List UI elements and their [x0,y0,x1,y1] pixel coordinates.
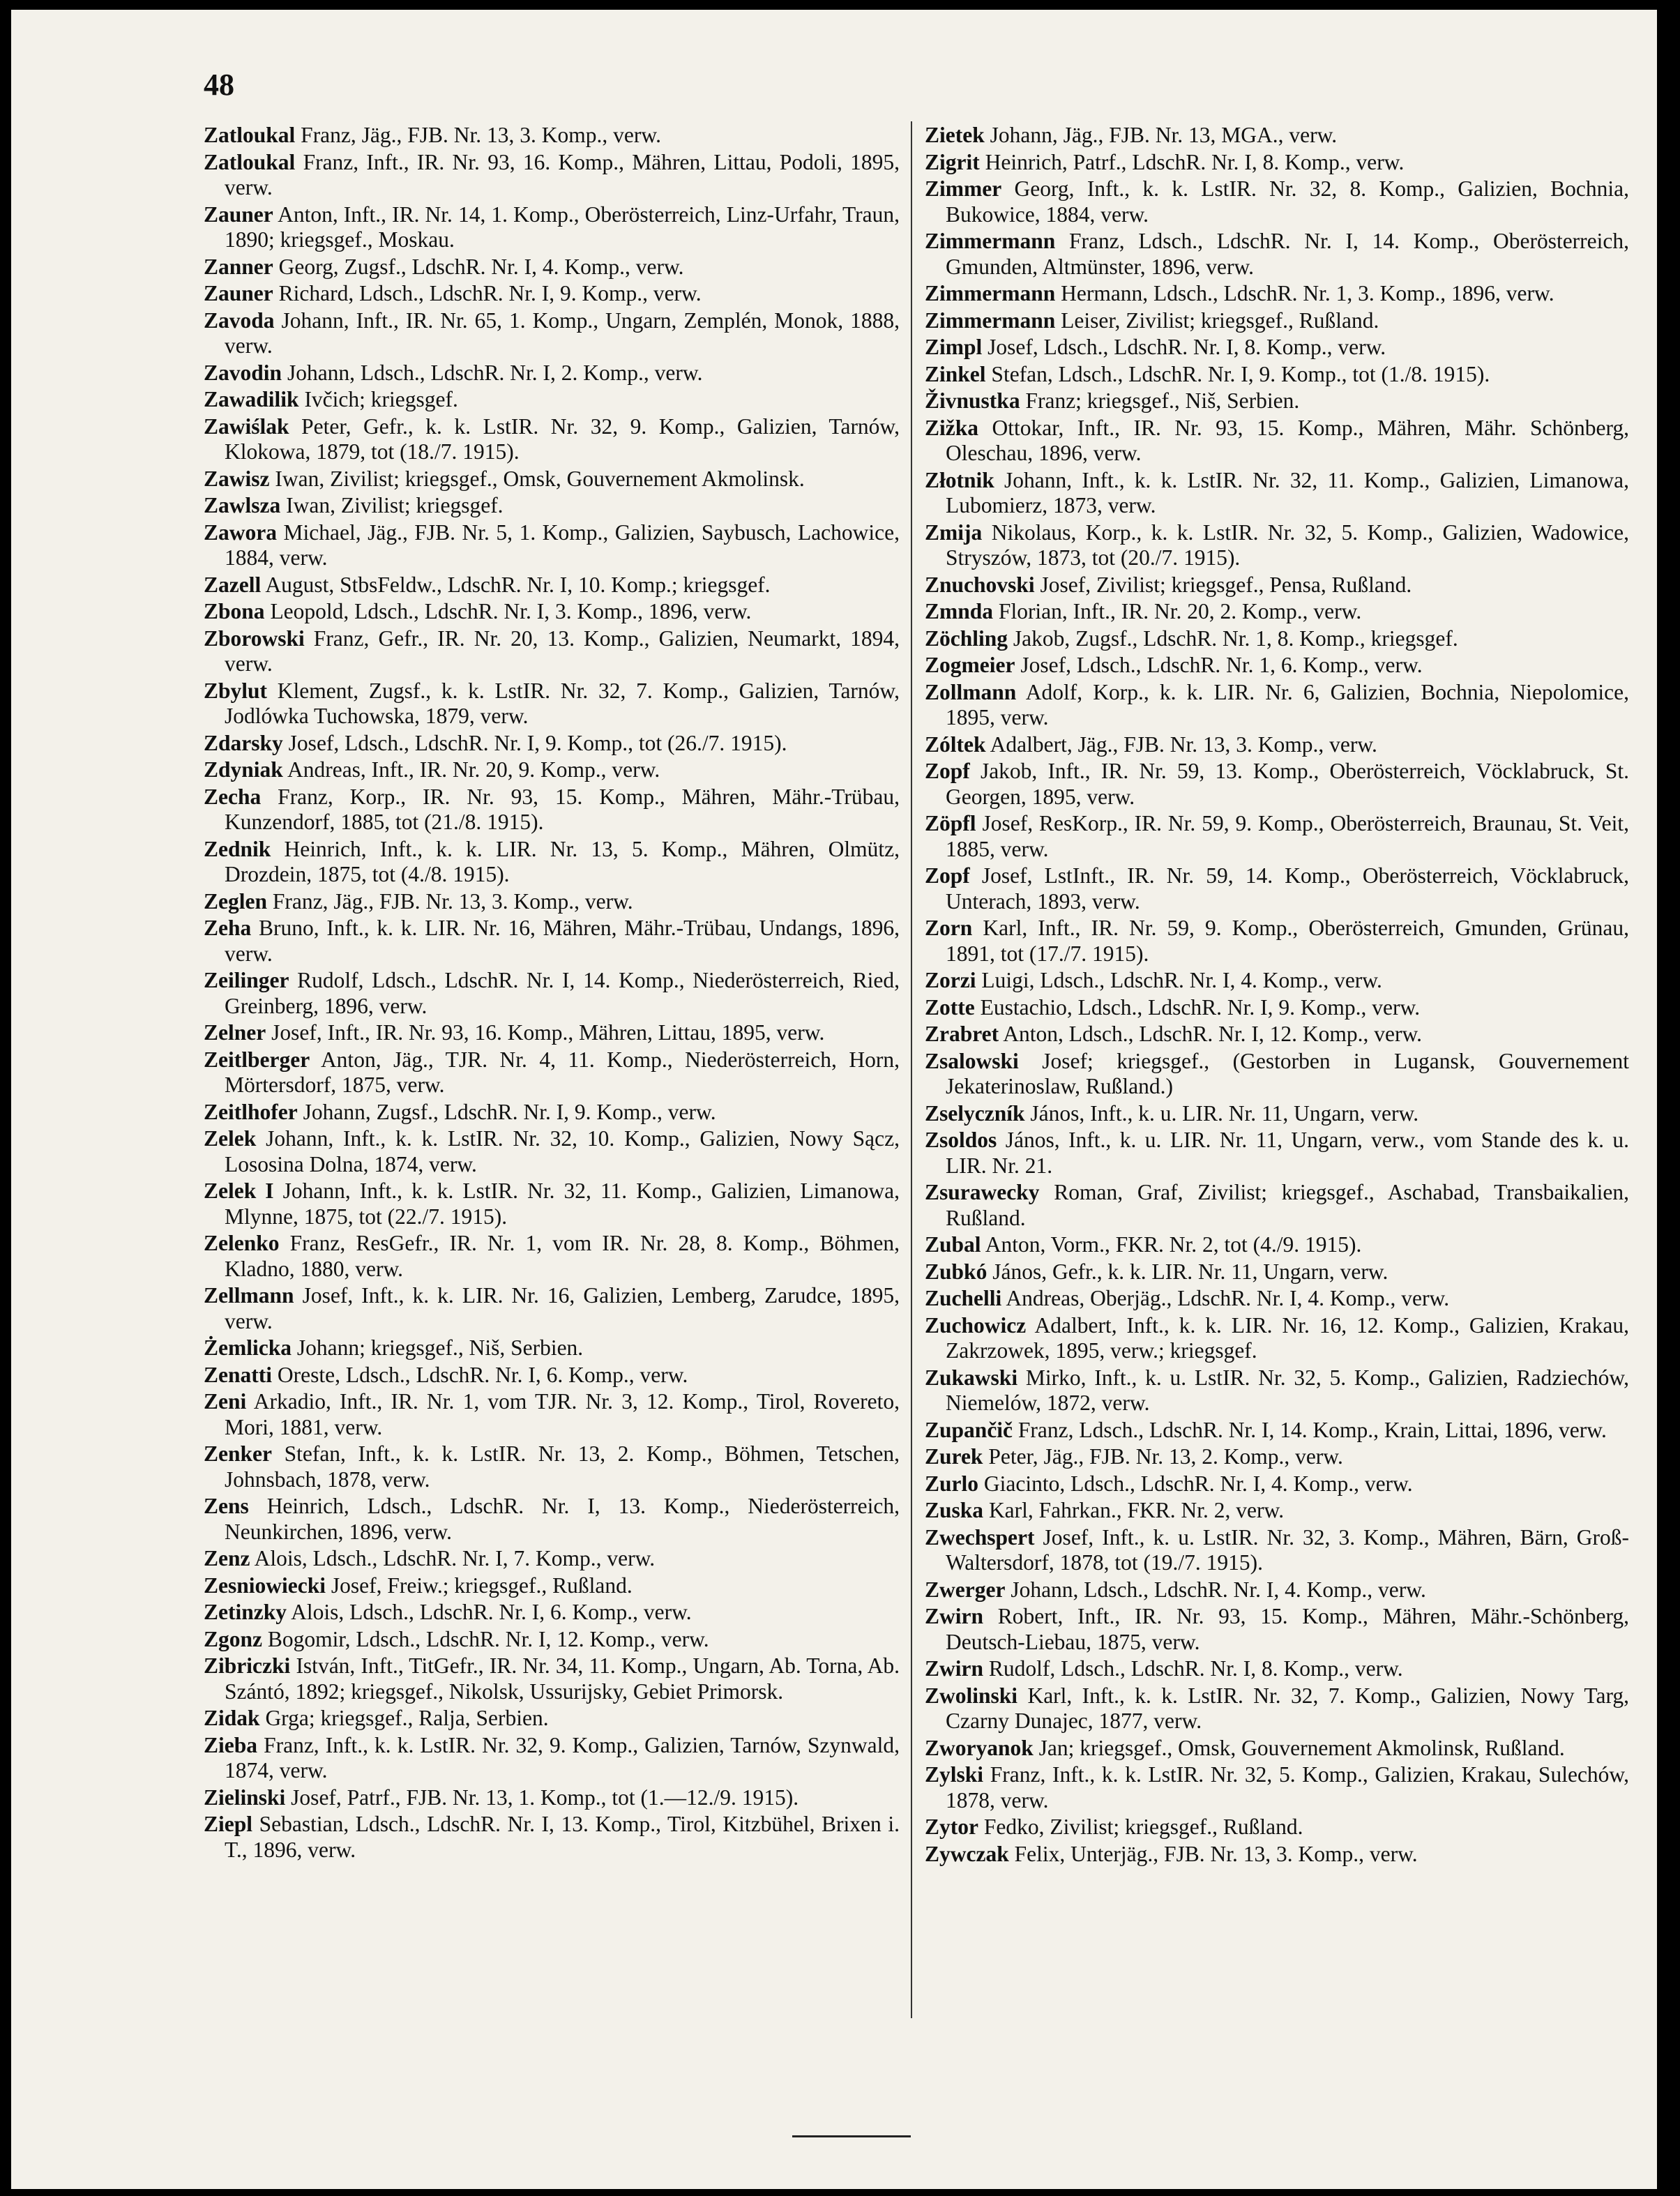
entry-details: Johann, Inft., IR. Nr. 65, 1. Komp., Ungarn, Zemplén, Monok, 1888, verw. [225,308,900,358]
list-entry [925,916,1629,967]
list-entry [204,1100,900,1126]
entry-details: Johann, Jäg., FJB. Nr. 13, MGA., verw. [990,123,1338,147]
entry-surname: Zóltek [925,732,986,757]
list-entry [925,229,1629,280]
list-entry [204,679,900,729]
entry-details: Franz, Jäg., FJB. Nr. 13, 3. Komp., verw. [272,888,633,914]
entry-surname: Zetinzky [204,1600,287,1624]
entry-surname: Zubal [925,1232,981,1257]
entry-surname: Zimmermann [925,281,1056,305]
entry-details: Ottokar, Inft., IR. Nr. 93, 15. Komp., Mähren, Mähr. Schönberg, Oleschau, 1896, verw. [946,415,1629,465]
list-entry [204,757,900,783]
entry-surname: Zatloukal [204,123,296,147]
list-entry [204,626,900,677]
entry-surname: Zidak [204,1706,260,1730]
entry-surname: Zwerger [925,1577,1006,1602]
list-entry [204,1283,900,1334]
entry-details: Franz, ResGefr., IR. Nr. 1, vom IR. Nr. 28, 8. Komp., Böhmen, Kladno, 1880, verw. [225,1231,900,1281]
list-entry [925,1656,1629,1682]
list-entry [925,335,1629,361]
entry-surname: Zanner [204,254,273,279]
entry-details: Josef, Ldsch., LdschR. Nr. I, 8. Komp., verw. [987,335,1386,359]
entry-details: Josef, Ldsch., LdschR. Nr. I, 9. Komp., tot (26./7. 1915). [288,730,787,755]
list-entry [204,281,900,307]
entry-details: Heinrich, Patrf., LdschR. Nr. I, 8. Komp., verw. [985,149,1405,174]
list-entry [204,1706,900,1732]
entry-details: Franz, Jäg., FJB. Nr. 13, 3. Komp., verw. [301,123,661,147]
entry-details: Alois, Ldsch., LdschR. Nr. I, 6. Komp., verw. [291,1600,692,1624]
entry-details: Johann, Inft., k. k. LstIR. Nr. 32, 11. Komp., Galizien, Limanowa, Lubomierz, 1873, verw. [946,467,1629,517]
entry-details: Andreas, Oberjäg., LdschR. Nr. I, 4. Komp., verw. [1006,1286,1450,1310]
entry-details: Johann, Ldsch., LdschR. Nr. I, 4. Komp., verw. [1011,1577,1426,1602]
list-entry [925,1444,1629,1470]
right-column [925,123,1629,1868]
entry-surname: Zwirn [925,1604,984,1628]
entry-surname: Zmnda [925,599,994,623]
list-entry [204,361,900,386]
entry-surname: Zupančič [925,1417,1013,1442]
entry-details: Michael, Jäg., FJB. Nr. 5, 1. Komp., Galizien, Saybusch, Lachowice, 1884, verw. [225,520,900,570]
entry-surname: Zazell [204,572,262,597]
entry-surname: Zatloukal [204,149,296,174]
entry-surname: Zelner [204,1020,266,1045]
list-entry [925,520,1629,571]
entry-details: Stefan, Inft., k. k. LstIR. Nr. 13, 2. Komp., Böhmen, Tetschen, Johnsbach, 1878, verw. [225,1441,900,1492]
entry-details: Jan; kriegsgef., Omsk, Gouvernement Akmolinsk, Rußland. [1038,1735,1565,1760]
list-entry [204,520,900,571]
entry-surname: Zinkel [925,361,986,386]
list-entry [925,1049,1629,1100]
entry-details: Heinrich, Ldsch., LdschR. Nr. I, 13. Komp., Niederösterreich, Neunkirchen, 1896, verw. [225,1494,900,1544]
entry-details: Franz, Gefr., IR. Nr. 20, 13. Komp., Galizien, Neumarkt, 1894, verw. [225,626,900,676]
entry-surname: Zawisz [204,466,270,491]
entry-surname: Zwechspert [925,1524,1035,1550]
list-entry [925,1471,1629,1497]
entry-details: János, Inft., k. u. LIR. Nr. 11, Ungarn, verw., vom Stande des k. u. LIR. Nr. 21. [946,1128,1630,1178]
list-entry [925,573,1629,598]
entry-surname: Zöpfl [925,811,976,835]
entry-surname: Zöchling [925,626,1008,651]
entry-surname: Zelenko [204,1231,280,1255]
entry-details: Franz, Ldsch., LdschR. Nr. I, 14. Komp., Krain, Littai, 1896, verw. [1017,1417,1607,1442]
entry-surname: Zeitlberger [204,1047,310,1072]
entry-surname: Zsalowski [925,1048,1019,1073]
list-entry [925,1313,1629,1364]
entry-surname: Zieba [204,1732,258,1757]
entry-surname: Zednik [204,836,271,861]
entry-surname: Zeha [204,916,252,940]
list-entry [204,414,900,465]
entry-surname: Zecha [204,784,262,809]
list-entry [925,1762,1629,1813]
list-entry [204,308,900,359]
entry-details: Eustachio, Ldsch., LdschR. Nr. I, 9. Komp., verw. [980,994,1421,1020]
entry-details: Adolf, Korp., k. k. LIR. Nr. 6, Galizien, Bochnia, Niepolomice, 1895, verw. [946,679,1629,729]
entry-surname: Zietek [925,123,985,147]
list-entry [204,1733,900,1784]
entry-surname: Zgonz [204,1626,263,1651]
entry-details: Johann, Ldsch., LdschR. Nr. I, 2. Komp., verw. [287,360,703,385]
entry-surname: Zeni [204,1389,247,1414]
entry-surname: Zorn [925,916,973,940]
entry-details: Josef, LstInft., IR. Nr. 59, 14. Komp., Oberösterreich, Vöcklabruck, Unterach, 1893, verw. [946,863,1629,914]
entry-details: August, StbsFeldw., LdschR. Nr. I, 10. Komp.; kriegsgef. [265,572,771,597]
entry-details: Giacinto, Ldsch., LdschR. Nr. I, 4. Komp., verw. [983,1471,1413,1496]
list-entry [925,1815,1629,1840]
list-entry [925,1525,1629,1576]
entry-details: Robert, Inft., IR. Nr. 93, 15. Komp., Mähren, Mähr.-Schönberg, Deutsch-Liebau, 1875, verw. [946,1604,1630,1654]
list-entry [925,759,1629,810]
list-entry [925,150,1629,176]
list-entry [204,467,900,492]
list-entry [204,493,900,519]
list-entry [925,968,1629,994]
list-entry [925,388,1629,414]
column-divider [911,121,912,2018]
entry-details: Arkadio, Inft., IR. Nr. 1, vom TJR. Nr. 3, 12. Komp., Tirol, Rovereto, Mori, 1881, verw. [225,1389,900,1439]
list-entry [204,1653,900,1704]
entry-details: Franz, Ldsch., LdschR. Nr. I, 14. Komp., Oberösterreich, Gmunden, Altmünster, 1896, verw. [946,229,1630,279]
entry-surname: Ziepl [204,1812,253,1836]
entry-details: Jakob, Inft., IR. Nr. 59, 13. Komp., Oberösterreich, Vöcklabruck, St. Georgen, 1895, verw. [946,759,1630,809]
list-entry [204,1785,900,1811]
list-entry [925,281,1629,307]
entry-details: János, Inft., k. u. LIR. Nr. 11, Ungarn, verw. [1030,1100,1419,1126]
list-entry [925,1577,1629,1603]
entry-details: Karl, Fahrkan., FKR. Nr. 2, verw. [988,1498,1285,1522]
entry-details: Josef, ResKorp., IR. Nr. 59, 9. Komp., Oberösterreich, Braunau, St. Veit, 1885, verw. [946,811,1629,861]
list-entry [925,863,1629,914]
entry-details: Rudolf, Ldsch., LdschR. Nr. I, 8. Komp., verw. [988,1656,1403,1681]
entry-surname: Zenz [204,1546,250,1570]
entry-details: Leiser, Zivilist; kriegsgef., Rußland. [1061,308,1379,333]
entry-surname: Zeitlhofer [204,1099,298,1124]
entry-details: Iwan, Zivilist; kriegsgef. [286,493,504,517]
entry-details: Richard, Ldsch., LdschR. Nr. I, 9. Komp., verw. [278,281,702,305]
entry-details: Anton, Vorm., FKR. Nr. 2, tot (4./9. 1915). [985,1232,1362,1257]
list-entry [204,1126,900,1177]
entry-details: János, Gefr., k. k. LIR. Nr. 11, Ungarn, verw. [992,1259,1388,1284]
entry-details: Iwan, Zivilist; kriegsgef., Omsk, Gouvernement Akmolinsk. [275,466,805,491]
entry-details: Andreas, Inft., IR. Nr. 20, 9. Komp., verw. [287,757,660,782]
entry-details: Felix, Unterjäg., FJB. Nr. 13, 3. Komp., verw. [1014,1841,1418,1866]
list-entry [925,362,1629,388]
list-entry [204,1363,900,1388]
entry-details: Josef, Zivilist; kriegsgef., Pensa, Rußland. [1040,572,1412,597]
list-entry [204,968,900,1019]
entry-surname: Zwolinski [925,1683,1018,1708]
list-entry [204,1020,900,1046]
entry-surname: Złotnik [925,467,994,492]
entry-details: Sebastian, Ldsch., LdschR. Nr. I, 13. Komp., Tirol, Kitzbühel, Brixen i. T., 1896, verw. [225,1812,900,1862]
entry-surname: Zawadilik [204,387,299,411]
list-entry [925,1128,1629,1179]
entry-details: Franz, Inft., k. k. LstIR. Nr. 32, 9. Komp., Galizien, Tarnów, Szynwald, 1874, verw. [225,1732,900,1782]
list-entry [204,1494,900,1545]
list-entry [925,1232,1629,1258]
entry-details: Mirko, Inft., k. u. LstIR. Nr. 32, 5. Komp., Galizien, Radziechów, Niemelów, 1872, verw. [946,1365,1629,1415]
list-entry [204,1179,900,1229]
document-page [11,10,1657,2189]
list-entry [204,1335,900,1361]
entry-details: Anton, Inft., IR. Nr. 14, 1. Komp., Oberösterreich, Linz-Urfahr, Traun, 1890; kriegsgef., Moskau. [225,202,900,252]
entry-surname: Zibriczki [204,1653,291,1678]
left-column [204,123,900,1864]
list-entry [925,1286,1629,1312]
entry-surname: Zdarsky [204,730,283,755]
list-entry [204,387,900,413]
entry-details: Fedko, Zivilist; kriegsgef., Rußland. [983,1815,1303,1839]
entry-surname: Żemlicka [204,1335,292,1360]
entry-surname: Zuchelli [925,1286,1002,1310]
entry-details: Florian, Inft., IR. Nr. 20, 2. Komp., verw. [998,599,1362,623]
entry-details: Bruno, Inft., k. k. LIR. Nr. 16, Mähren, Mähr.-Trübau, Undangs, 1896, verw. [225,916,900,966]
entry-surname: Zimpl [925,335,983,359]
list-entry [925,1498,1629,1524]
entry-details: Georg, Inft., k. k. LstIR. Nr. 32, 8. Komp., Galizien, Bochnia, Bukowice, 1884, verw. [946,176,1630,227]
entry-details: Josef; kriegsgef., (Gestorben in Lugansk, Gouvernement Jekaterinoslaw, Rußland.) [946,1048,1630,1098]
entry-details: Franz, Inft., k. k. LstIR. Nr. 32, 5. Komp., Galizien, Krakau, Sulechów, 1878, verw. [946,1762,1629,1812]
list-entry [204,1389,900,1440]
list-entry [925,416,1629,467]
entry-details: Nikolaus, Korp., k. k. LstIR. Nr. 32, 5. Komp., Galizien, Wadowice, Stryszów, 1873, tot (20./7. 1915). [946,520,1630,570]
entry-surname: Znuchovski [925,572,1035,597]
entry-details: Adalbert, Jäg., FJB. Nr. 13, 3. Komp., verw. [990,732,1377,757]
entry-details: Heinrich, Inft., k. k. LIR. Nr. 13, 5. Komp., Mähren, Olmütz, Drozdein, 1875, tot (4./8. 1915). [225,836,900,886]
entry-surname: Zubkó [925,1259,987,1284]
entry-surname: Zopf [925,863,970,888]
entry-details: Luigi, Ldsch., LdschR. Nr. I, 4. Komp., verw. [981,968,1382,992]
entry-surname: Zawiślak [204,414,289,439]
list-entry [925,680,1629,731]
list-entry [925,308,1629,334]
entry-surname: Zeilinger [204,968,289,992]
entry-details: Franz, Korp., IR. Nr. 93, 15. Komp., Mähren, Mähr.-Trübau, Kunzendorf, 1885, tot (21./8. 1915). [225,784,900,834]
entry-surname: Zbylut [204,678,268,703]
entry-details: Josef, Inft., k. u. LstIR. Nr. 32, 3. Komp., Mähren, Bärn, Groß-Waltersdorf, 1878, tot (19./7. 1915). [946,1524,1629,1575]
entry-surname: Zollmann [925,679,1017,704]
entry-details: Roman, Graf, Zivilist; kriegsgef., Aschabad, Transbaikalien, Rußland. [946,1180,1630,1230]
list-entry [925,995,1629,1021]
entry-details: Josef, Ldsch., LdschR. Nr. 1, 6. Komp., verw. [1020,653,1423,677]
list-entry [925,468,1629,519]
list-entry [925,1180,1629,1231]
entry-details: Josef, Patrf., FJB. Nr. 13, 1. Komp., tot (1.—12./9. 1915). [291,1785,799,1810]
list-entry [925,1683,1629,1734]
entry-details: Johann; kriegsgef., Niš, Serbien. [296,1335,584,1360]
entry-surname: Zawora [204,520,277,545]
entry-surname: Zenatti [204,1362,272,1387]
entry-details: Stefan, Ldsch., LdschR. Nr. I, 9. Komp., tot (1./8. 1915). [991,361,1490,386]
list-entry [925,1259,1629,1285]
page-number: 48 [204,68,234,102]
list-entry [925,732,1629,758]
entry-surname: Zwirn [925,1656,984,1681]
entry-details: Oreste, Ldsch., LdschR. Nr. I, 6. Komp., verw. [277,1362,688,1387]
list-entry [204,599,900,625]
list-entry [204,916,900,967]
list-entry [204,731,900,757]
entry-details: Johann, Inft., k. k. LstIR. Nr. 32, 10. Komp., Galizien, Nowy Sącz, Lososina Dolna, 1874, verw. [225,1126,900,1176]
list-entry [925,123,1629,149]
entry-details: Johann, Inft., k. k. LstIR. Nr. 32, 11. Komp., Galizien, Limanowa, Mlynne, 1875, tot (22./7. 1915). [225,1179,900,1229]
entry-surname: Zauner [204,281,273,305]
entry-surname: Zuchowicz [925,1312,1027,1338]
entry-surname: Zenker [204,1441,272,1466]
entry-details: Hermann, Ldsch., LdschR. Nr. 1, 3. Komp., 1896, verw. [1061,281,1554,305]
entry-surname: Zsoldos [925,1128,997,1152]
entry-surname: Zielinski [204,1785,286,1810]
entry-surname: Zuska [925,1498,984,1522]
end-rule [792,2135,911,2137]
entry-surname: Zdyniak [204,757,283,782]
entry-details: Josef, Inft., IR. Nr. 93, 16. Komp., Mähren, Littau, 1895, verw. [271,1020,825,1045]
list-entry [925,811,1629,862]
entry-surname: Zopf [925,759,970,783]
entry-details: Peter, Jäg., FJB. Nr. 13, 2. Komp., verw. [988,1444,1343,1469]
list-entry [204,202,900,253]
entry-details: Josef, Inft., k. k. LIR. Nr. 16, Galizien, Lemberg, Zarudce, 1895, verw. [225,1283,900,1333]
entry-details: Bogomir, Ldsch., LdschR. Nr. I, 12. Komp., verw. [267,1626,709,1651]
list-entry [925,1736,1629,1762]
list-entry [204,1441,900,1492]
entry-surname: Zižka [925,415,979,440]
entry-surname: Zorzi [925,968,976,992]
entry-surname: Zimmermann [925,229,1056,253]
list-entry [204,1812,900,1863]
entry-details: Anton, Jäg., TJR. Nr. 4, 11. Komp., Niederösterreich, Horn, Mörtersdorf, 1875, verw. [225,1047,900,1097]
list-entry [925,1604,1629,1655]
entry-details: Adalbert, Inft., k. k. LIR. Nr. 16, 12. Komp., Galizien, Krakau, Zakrzowek, 1895, verw.; kriegsgef. [946,1312,1630,1363]
list-entry [204,1627,900,1653]
entry-surname: Zelek I [204,1179,274,1203]
list-entry [204,573,900,598]
entry-details: Grga; kriegsgef., Ralja, Serbien. [265,1706,549,1730]
entry-details: Franz, Inft., IR. Nr. 93, 16. Komp., Mähren, Littau, Podoli, 1895, verw. [225,149,900,199]
entry-surname: Zbona [204,599,265,623]
list-entry [204,1573,900,1599]
entry-surname: Zytor [925,1815,978,1839]
list-entry [204,1231,900,1282]
list-entry [925,1101,1629,1127]
list-entry [925,1418,1629,1444]
list-entry [204,889,900,915]
entry-surname: Zimmer [925,176,1002,201]
entry-details: Jakob, Zugsf., LdschR. Nr. 1, 8. Komp., kriegsgef. [1013,626,1458,651]
entry-surname: Zylski [925,1762,984,1787]
entry-surname: Zborowski [204,626,305,651]
list-entry [925,626,1629,652]
entry-details: Ivčich; kriegsgef. [304,387,458,411]
entry-details: Johann, Zugsf., LdschR. Nr. I, 9. Komp., verw. [303,1099,716,1124]
list-entry [204,837,900,888]
list-entry [925,1022,1629,1047]
list-entry [204,1546,900,1572]
entry-surname: Zmija [925,520,983,545]
entry-surname: Zawlsza [204,493,281,517]
entry-details: Karl, Inft., k. k. LstIR. Nr. 32, 7. Komp., Galizien, Nowy Targ, Czarny Dunajec, 1877, verw. [946,1683,1630,1733]
entry-details: Anton, Ldsch., LdschR. Nr. I, 12. Komp., verw. [1003,1022,1423,1046]
entry-surname: Zesniowiecki [204,1573,326,1598]
entry-surname: Zavodin [204,360,282,385]
entry-surname: Zavoda [204,308,275,333]
entry-surname: Zellmann [204,1283,294,1308]
list-entry [925,599,1629,625]
entry-surname: Zens [204,1494,249,1518]
entry-details: Peter, Gefr., k. k. LstIR. Nr. 32, 9. Komp., Galizien, Tarnów, Klokowa, 1879, tot (18./7. 1915). [225,414,900,464]
list-entry [925,1842,1629,1868]
entry-details: Karl, Inft., IR. Nr. 59, 9. Komp., Oberösterreich, Gmunden, Grünau, 1891, tot (17./7. 1915). [946,916,1629,966]
entry-surname: Zurlo [925,1471,979,1496]
entry-surname: Živnustka [925,388,1020,413]
entry-surname: Zotte [925,994,975,1020]
list-entry [204,1047,900,1098]
entry-details: Josef, Freiw.; kriegsgef., Rußland. [331,1573,633,1598]
entry-surname: Zurek [925,1444,983,1469]
list-entry [204,150,900,201]
entry-details: Rudolf, Ldsch., LdschR. Nr. I, 14. Komp., Niederösterreich, Ried, Greinberg, 1896, verw. [225,968,900,1018]
entry-surname: Zimmermann [925,308,1056,333]
entry-surname: Zigrit [925,149,980,174]
entry-surname: Zeglen [204,888,267,914]
entry-details: Georg, Zugsf., LdschR. Nr. I, 4. Komp., verw. [278,254,684,279]
entry-details: Klement, Zugsf., k. k. LstIR. Nr. 32, 7. Komp., Galizien, Tarnów, Jodlówka Tuchowska, 1879, verw. [225,678,900,728]
entry-surname: Zukawski [925,1365,1018,1390]
entry-surname: Zogmeier [925,653,1015,677]
entry-surname: Zrabret [925,1022,999,1046]
list-entry [925,176,1629,227]
entry-surname: Zworyanok [925,1735,1034,1760]
entry-details: Leopold, Ldsch., LdschR. Nr. I, 3. Komp., 1896, verw. [270,599,752,623]
entry-surname: Zauner [204,202,273,227]
entry-surname: Zselyczník [925,1100,1025,1126]
entry-details: István, Inft., TitGefr., IR. Nr. 34, 11. Komp., Ungarn, Ab. Torna, Ab. Szántó, 1892; kriegsgef., Nikolsk, Ussurijsky, Gebiet Primorsk. [225,1653,900,1704]
list-entry [204,785,900,835]
list-entry [925,1365,1629,1416]
entry-details: Alois, Ldsch., LdschR. Nr. I, 7. Komp., verw. [254,1546,656,1570]
entry-surname: Zelek [204,1126,257,1151]
list-entry [204,1600,900,1626]
list-entry [925,653,1629,679]
entry-details: Franz; kriegsgef., Niš, Serbien. [1025,388,1300,413]
list-entry [204,123,900,149]
list-entry [204,255,900,280]
entry-surname: Zsuraweckу [925,1180,1040,1204]
entry-surname: Zywczak [925,1841,1009,1866]
